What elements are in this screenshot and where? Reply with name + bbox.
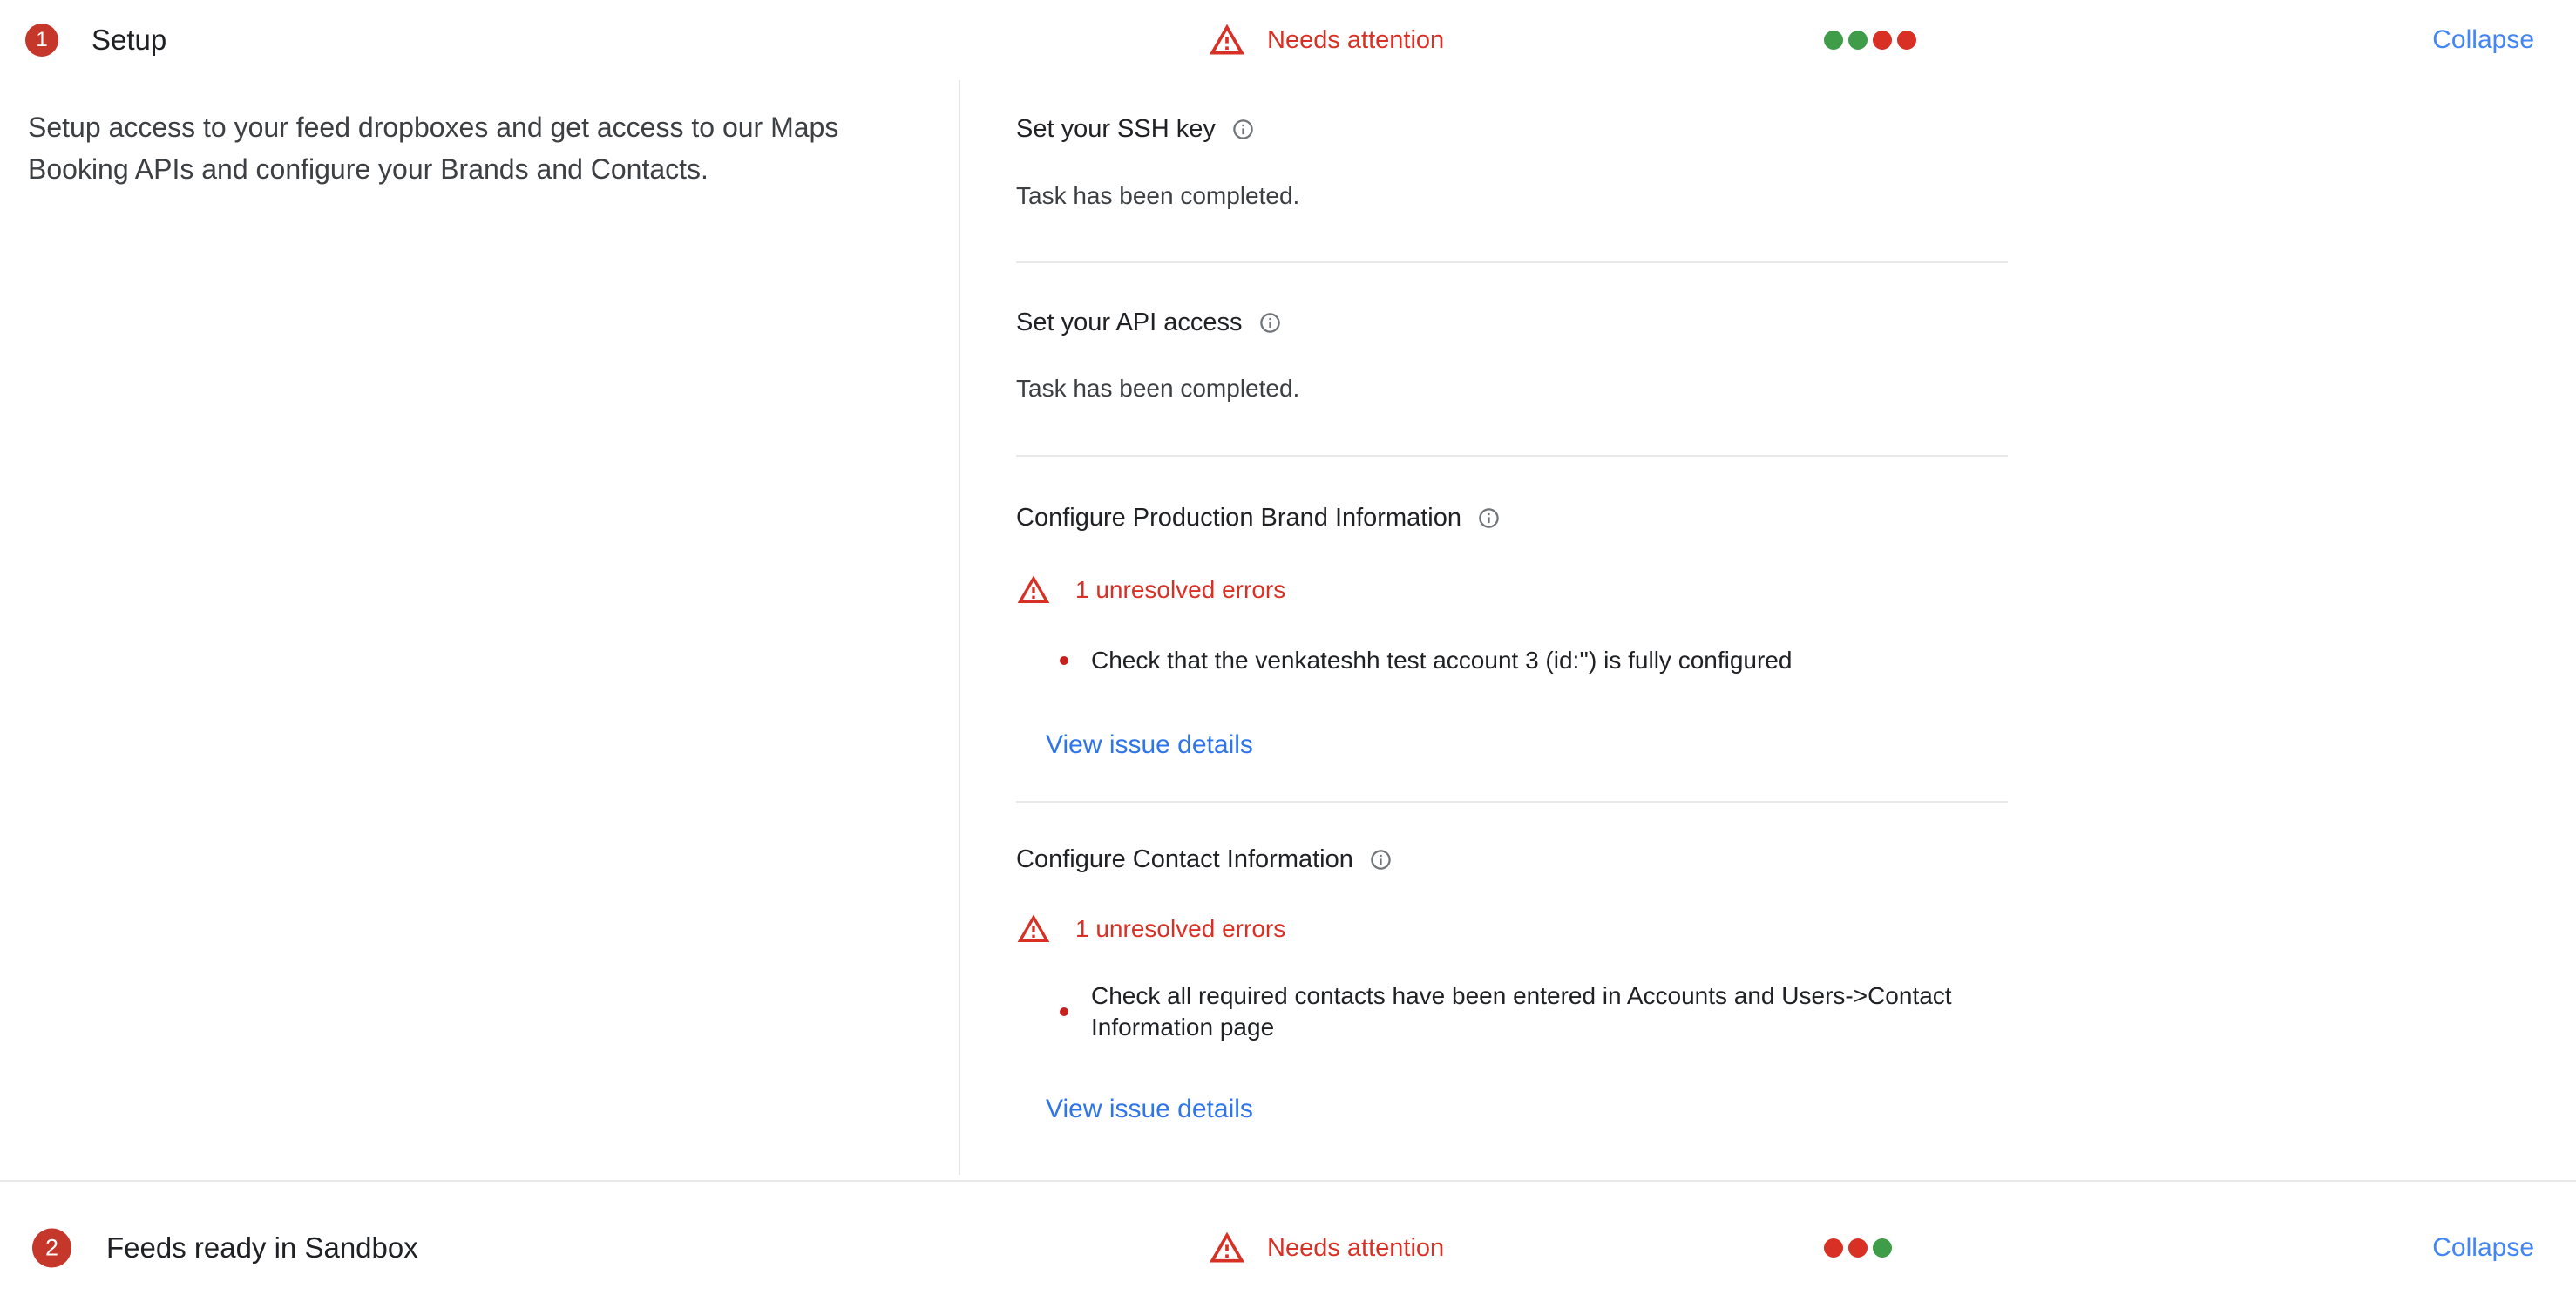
green-status-dot-icon (1848, 31, 1868, 50)
error-summary (1016, 912, 2008, 946)
bullet-dot-icon (1060, 1007, 1068, 1016)
error-summary (1016, 573, 2008, 607)
step-number-badge (25, 24, 58, 57)
error-count-label: 1 unresolved errors (1075, 915, 1286, 942)
error-text: Check all required contacts have been entered in Accounts and Users->Contact Information page (1091, 982, 1952, 1041)
warning-triangle-icon (1016, 912, 1051, 946)
error-count-label: 1 unresolved errors (1075, 576, 1286, 603)
task-title: Set your API access (1016, 309, 1243, 336)
step-number-badge (32, 1229, 71, 1268)
green-status-dot-icon (1873, 1238, 1892, 1258)
view-issue-details-link[interactable]: View issue details (1046, 730, 1253, 759)
section-title: Feeds ready in Sandbox (106, 1231, 418, 1264)
red-status-dot-icon (1824, 1238, 1843, 1258)
error-list-item (1060, 980, 2008, 1043)
task-status-text: Task has been completed. (1016, 182, 1300, 209)
warning-triangle-icon (1016, 573, 1051, 607)
collapse-button[interactable]: Collapse (2432, 1233, 2534, 1262)
error-list (1016, 645, 2008, 676)
status-needs-attention (1208, 1229, 1444, 1267)
setup-header (0, 0, 2576, 80)
section-description: Setup access to your feed dropboxes and get access to our Maps Booking APIs and configure your Brands and Contacts. (28, 112, 839, 185)
red-status-dot-icon (1848, 1238, 1868, 1258)
info-icon[interactable] (1477, 506, 1501, 530)
info-icon[interactable] (1231, 118, 1255, 141)
task-title: Set your SSH key (1016, 115, 1216, 143)
task-title: Configure Production Brand Information (1016, 504, 1462, 532)
green-status-dot-icon (1824, 31, 1843, 50)
warning-triangle-icon (1208, 21, 1246, 59)
status-needs-attention (1208, 21, 1444, 59)
view-issue-details-link[interactable]: View issue details (1046, 1095, 1253, 1123)
section-feeds-sandbox (0, 1180, 2576, 1302)
task-list (1016, 80, 2008, 1180)
task-production-brand-info (1016, 457, 2008, 803)
task-api-access (1016, 263, 2008, 457)
step-number: 1 (36, 28, 48, 51)
task-ssh-key (1016, 80, 2008, 263)
task-contact-info (1016, 803, 2008, 1180)
section-title: Setup (92, 24, 167, 56)
error-text: Check that the venkateshh test account 3 (id:'') is fully configured (1091, 647, 1793, 674)
warning-triangle-icon (1208, 1229, 1246, 1267)
setup-body (0, 80, 2576, 1180)
status-dots (1824, 31, 1916, 50)
task-title: Configure Contact Information (1016, 845, 1353, 873)
collapse-button[interactable]: Collapse (2432, 25, 2534, 54)
bullet-dot-icon (1060, 656, 1068, 665)
status-label: Needs attention (1267, 25, 1445, 54)
error-list (1016, 980, 2008, 1043)
error-list-item (1060, 645, 2008, 676)
status-label: Needs attention (1267, 1233, 1445, 1262)
task-status-text: Task has been completed. (1016, 375, 1300, 402)
info-icon[interactable] (1258, 311, 1282, 335)
red-status-dot-icon (1897, 31, 1916, 50)
info-icon[interactable] (1369, 848, 1393, 871)
feeds-header (0, 1182, 2576, 1302)
status-dots (1824, 1238, 1892, 1258)
red-status-dot-icon (1873, 31, 1892, 50)
step-number: 2 (44, 1234, 59, 1261)
vertical-divider (959, 80, 960, 1175)
